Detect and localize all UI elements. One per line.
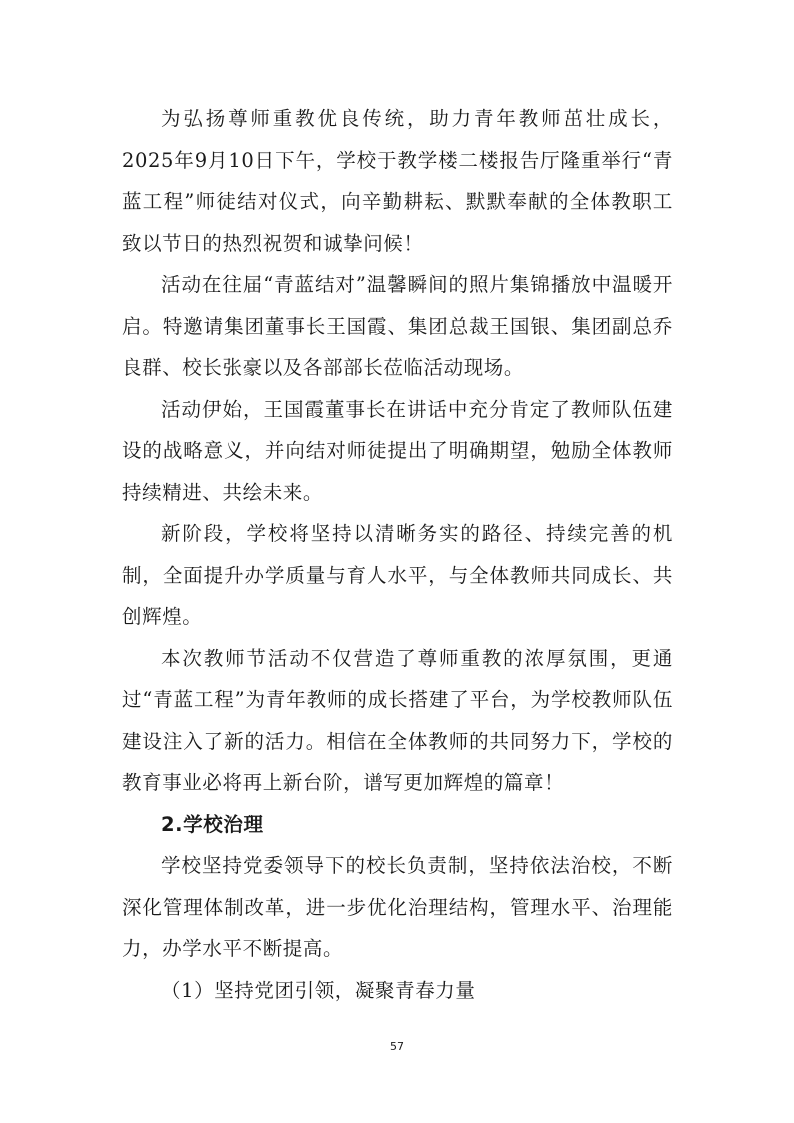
paragraph-ceremony-opening: 活动在往届“青蓝结对”温馨瞬间的照片集锦播放中温暖开启。特邀请集团董事长王国霞、集团总裁王国银、集团副总乔良群、校长张豪以及各部部长莅临活动现场。: [122, 273, 673, 379]
page-number: 57: [390, 1040, 404, 1053]
paragraph-governance: 学校坚持党委领导下的校长负责制，坚持依法治校，不断深化管理体制改革，进一步优化治理结构，管理水平、治理能力，办学水平不断提高。: [122, 854, 673, 960]
document-body: [122, 98, 673, 1011]
paragraph-chairman-speech: 活动伊始，王国霞董事长在讲话中充分肯定了教师队伍建设的战略意义，并向结对师徒提出了明确期望，勉励全体教师持续精进、共绘未来。: [122, 397, 673, 504]
sub-heading: （1）坚持党团引领，凝聚青春力量: [161, 978, 476, 1002]
section-heading: 2.学校治理: [161, 812, 264, 836]
paragraph-summary: 本次教师节活动不仅营造了尊师重教的浓厚氛围，更通过“青蓝工程”为青年教师的成长搭建了平台，为学校教师队伍建设注入了新的活力。相信在全体教师的共同努力下，学校的教育事业必将再上新台阶，谱写更加辉煌的篇章！: [122, 646, 673, 794]
paragraph-new-stage: 新阶段，学校将坚持以清晰务实的路径、持续完善的机制，全面提升办学质量与育人水平，与全体教师共同成长、共创辉煌。: [122, 522, 673, 628]
paragraph-ceremony-intro: 为弘扬尊师重教优良传统，助力青年教师茁壮成长，2025年9月10日下午，学校于教学楼二楼报告厅隆重举行“青蓝工程”师徒结对仪式，向辛勤耕耘、默默奉献的全体教职工致以节日的热烈祝贺和诚挚问候！: [122, 107, 673, 255]
